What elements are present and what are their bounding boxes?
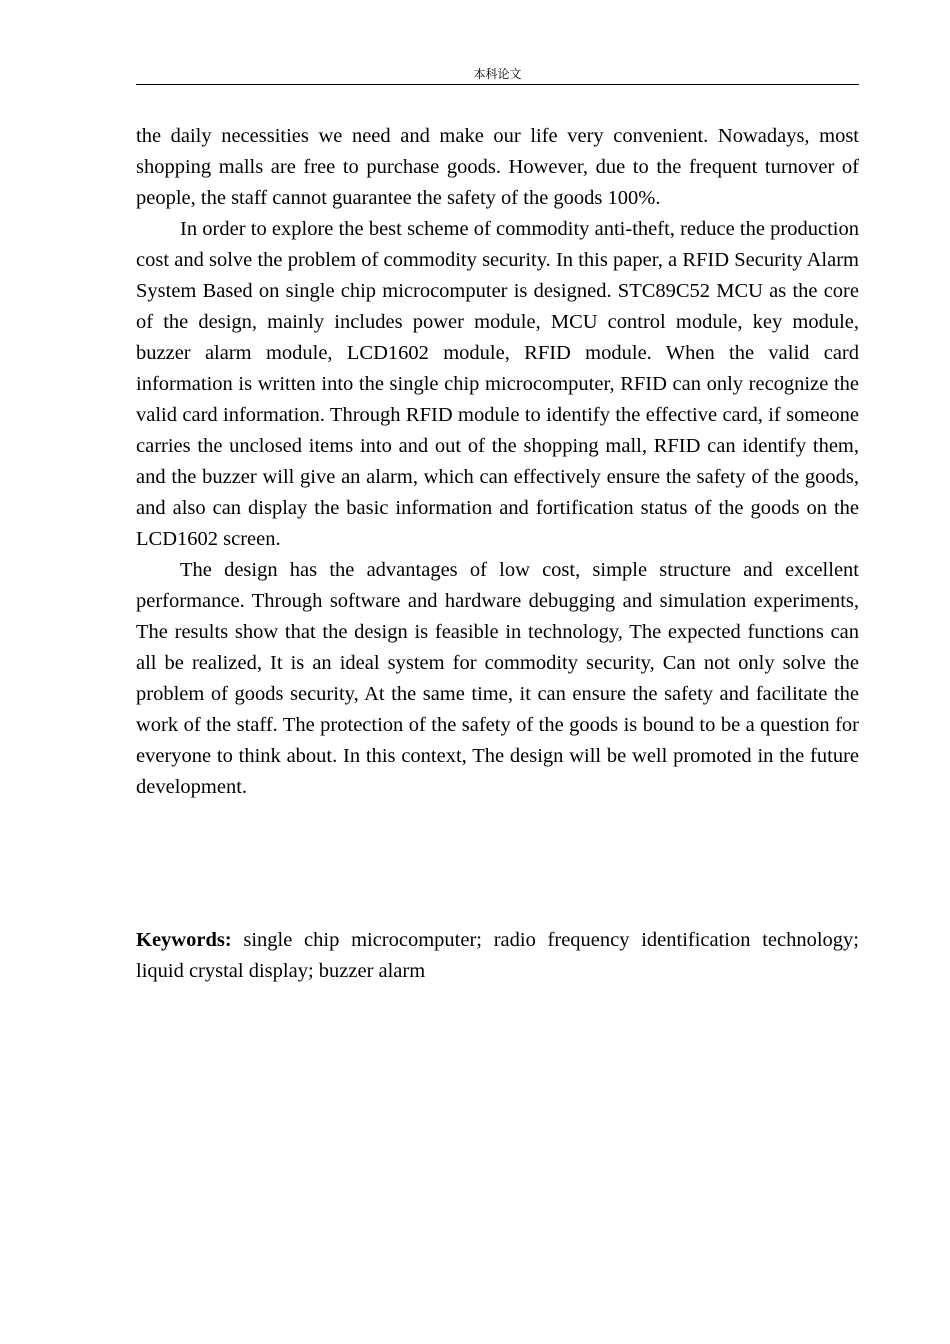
keywords-line [136, 925, 859, 987]
running-header: 本科论文 [136, 66, 859, 85]
keywords-text: single chip microcomputer; radio frequency identification technology; liquid crystal display; buzzer alarm [136, 929, 860, 982]
paragraph-conclusion: The design has the advantages of low cost, simple structure and excellent performance. Through software and hardware debugging and simulation experiments, The results show that the design is feasible in technology, The expected functions can all be realized, It is an ideal system for commodity security, Can not only solve the problem of goods security, At the same time, it can ensure the safety and facilitate the work of the staff. The protection of the safety of the goods is bound to be a question for everyone to think about. In this context, The design will be well promoted in the future development. [136, 559, 859, 798]
keywords-label: Keywords: [136, 929, 232, 951]
paragraph-continuation: the daily necessities we need and make our life very convenient. Nowadays, most shopping malls are free to purchase goods. However, due to the frequent turnover of people, the staff cannot guarantee the safety of the goods 100%. [136, 125, 859, 209]
abstract-body [136, 121, 859, 803]
paragraph-design-description: In order to explore the best scheme of commodity anti-theft, reduce the production cost and solve the problem of commodity security. In this paper, a RFID Security Alarm System Based on single chip microcomputer is designed. STC89C52 MCU as the core of the design, mainly includes power module, MCU control module, key module, buzzer alarm module, LCD1602 module, RFID module. When the valid card information is written into the single chip microcomputer, RFID can only recognize the valid card information. Through RFID module to identify the effective card, if someone carries the unclosed items into and out of the shopping mall, RFID can identify them, and the buzzer will give an alarm, which can effectively ensure the safety of the goods, and also can display the basic information and fortification status of the goods on the LCD1602 screen. [136, 218, 859, 550]
